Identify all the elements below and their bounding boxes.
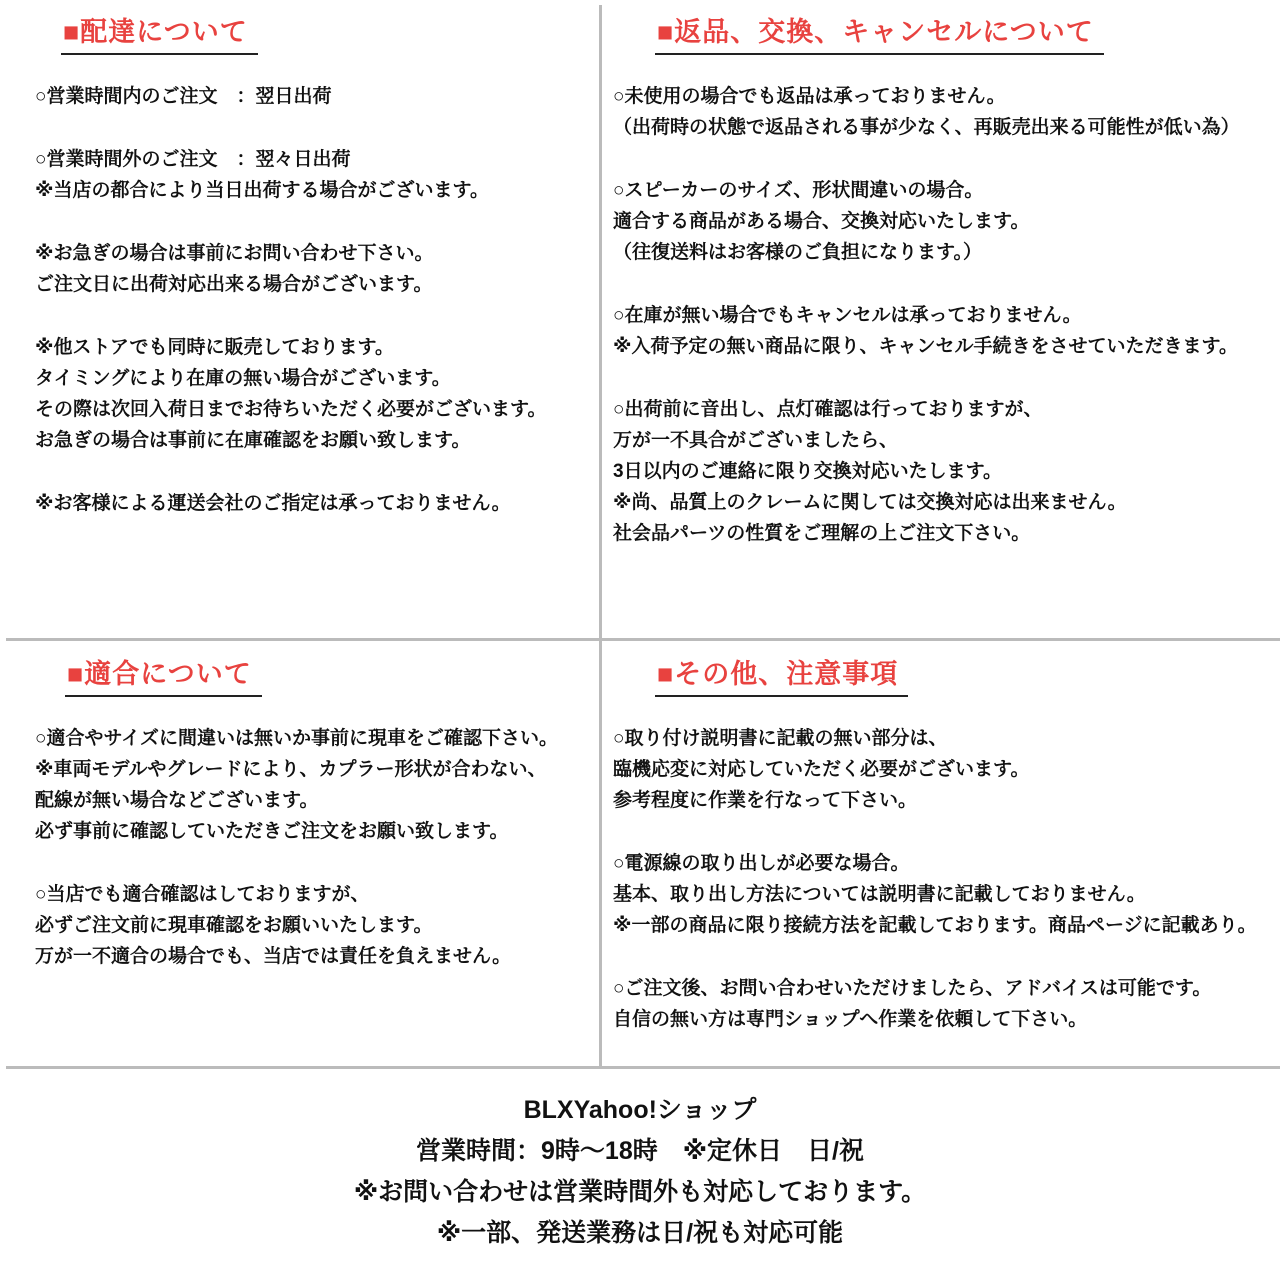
text-line: 配線が無い場合などございます。 xyxy=(35,790,319,811)
section-body-compatibility xyxy=(35,723,585,972)
text-line: 社会品パーツの性質をご理解の上ご注文下さい。 xyxy=(613,523,1031,544)
horizontal-divider-mid xyxy=(6,638,1280,641)
footer-line: 営業時間：9時～18時 ※定休日 日/祝 xyxy=(416,1137,864,1165)
section-title-delivery: ■配達について xyxy=(61,10,258,55)
section-title-returns: ■返品、交換、キャンセルについて xyxy=(655,10,1104,55)
paragraph xyxy=(613,175,1280,268)
text-line: ご注文日に出荷対応出来る場合がございます。 xyxy=(35,274,433,295)
paragraph xyxy=(35,723,585,847)
text-line: 万が一不具合がございましたら、 xyxy=(613,430,899,451)
section-returns xyxy=(613,10,1280,549)
horizontal-divider-footer xyxy=(6,1066,1280,1069)
text-line: ○当店でも適合確認はしておりますが、 xyxy=(35,884,370,905)
text-line: 自信の無い方は専門ショップへ作業を依頼して下さい。 xyxy=(613,1009,1088,1030)
text-line: お急ぎの場合は事前に在庫確認をお願い致します。 xyxy=(35,430,471,451)
text-line: （往復送料はお客様のご負担になります。） xyxy=(613,242,982,263)
text-line: 万が一不適合の場合でも、当店では責任を負えません。 xyxy=(35,946,512,967)
paragraph xyxy=(613,848,1280,941)
text-line: 基本、取り出し方法については説明書に記載しておりません。 xyxy=(613,884,1146,905)
footer-line: BLXYahoo!ショップ xyxy=(523,1096,757,1124)
paragraph xyxy=(613,300,1280,362)
text-line: タイミングにより在庫の無い場合がございます。 xyxy=(35,368,451,389)
text-line: 参考程度に作業を行なって下さい。 xyxy=(613,790,918,811)
text-line: ※当店の都合により当日出荷する場合がございます。 xyxy=(35,180,489,201)
text-line: （出荷時の状態で返品される事が少なく、再販売出来る可能性が低い為） xyxy=(613,117,1240,138)
paragraph xyxy=(613,723,1280,816)
section-body-other-notes xyxy=(613,723,1280,1035)
text-line: ※他ストアでも同時に販売しております。 xyxy=(35,337,394,358)
paragraph xyxy=(613,81,1280,143)
vertical-divider xyxy=(599,5,602,1068)
footer-line: ※お問い合わせは営業時間外も対応しております。 xyxy=(353,1178,927,1206)
text-line: ※入荷予定の無い商品に限り、キャンセル手続きをさせていただきます。 xyxy=(613,336,1238,357)
text-line: 適合する商品がある場合、交換対応いたします。 xyxy=(613,211,1030,232)
paragraph xyxy=(35,238,585,300)
text-line: 必ず事前に確認していただきご注文をお願い致します。 xyxy=(35,821,509,842)
paragraph xyxy=(613,973,1280,1035)
section-body-delivery xyxy=(35,81,585,519)
text-line: 必ずご注文前に現車確認をお願いいたします。 xyxy=(35,915,433,936)
text-line: ○未使用の場合でも返品は承っておりません。 xyxy=(613,86,1006,107)
text-line: ※尚、品質上のクレームに関しては交換対応は出来ません。 xyxy=(613,492,1127,513)
paragraph xyxy=(613,394,1280,549)
text-line: ○営業時間内のご注文 ：翌日出荷 xyxy=(35,86,332,107)
text-line: ※一部の商品に限り接続方法を記載しております。商品ページに記載あり。 xyxy=(613,915,1257,936)
section-title-compatibility: ■適合について xyxy=(65,652,262,697)
text-line: ○電源線の取り出しが必要な場合。 xyxy=(613,853,910,874)
section-compatibility xyxy=(35,652,585,972)
text-line: ○営業時間外のご注文 ：翌々日出荷 xyxy=(35,149,351,170)
text-line: ○在庫が無い場合でもキャンセルは承っておりません。 xyxy=(613,305,1082,326)
text-line: ○出荷前に音出し、点灯確認は行っておりますが、 xyxy=(613,399,1043,420)
paragraph xyxy=(35,81,585,112)
text-line: その際は次回入荷日までお待ちいただく必要がございます。 xyxy=(35,399,547,420)
text-line: ※お客様による運送会社のご指定は承っておりません。 xyxy=(35,493,511,514)
text-line: ○ご注文後、お問い合わせいただけましたら、アドバイスは可能です。 xyxy=(613,978,1212,999)
paragraph xyxy=(35,332,585,456)
text-line: 臨機応変に対応していただく必要がございます。 xyxy=(613,759,1030,780)
section-other-notes xyxy=(613,652,1280,1035)
footer-line: ※一部、発送業務は日/祝も対応可能 xyxy=(436,1219,844,1247)
paragraph xyxy=(35,488,585,519)
section-delivery xyxy=(35,10,585,519)
shop-info-footer xyxy=(0,1090,1280,1254)
text-line: ○スピーカーのサイズ、形状間違いの場合。 xyxy=(613,180,984,201)
text-line: ○適合やサイズに間違いは無いか事前に現車をご確認下さい。 xyxy=(35,728,558,749)
paragraph xyxy=(35,144,585,206)
section-body-returns xyxy=(613,81,1280,549)
text-line: 3日以内のご連絡に限り交換対応いたします。 xyxy=(613,461,1003,482)
text-line: ※お急ぎの場合は事前にお問い合わせ下さい。 xyxy=(35,243,434,264)
section-title-other-notes: ■その他、注意事項 xyxy=(655,652,908,697)
paragraph xyxy=(35,879,585,972)
text-line: ※車両モデルやグレードにより、カプラー形状が合わない、 xyxy=(35,759,547,780)
text-line: ○取り付け説明書に記載の無い部分は、 xyxy=(613,728,948,749)
